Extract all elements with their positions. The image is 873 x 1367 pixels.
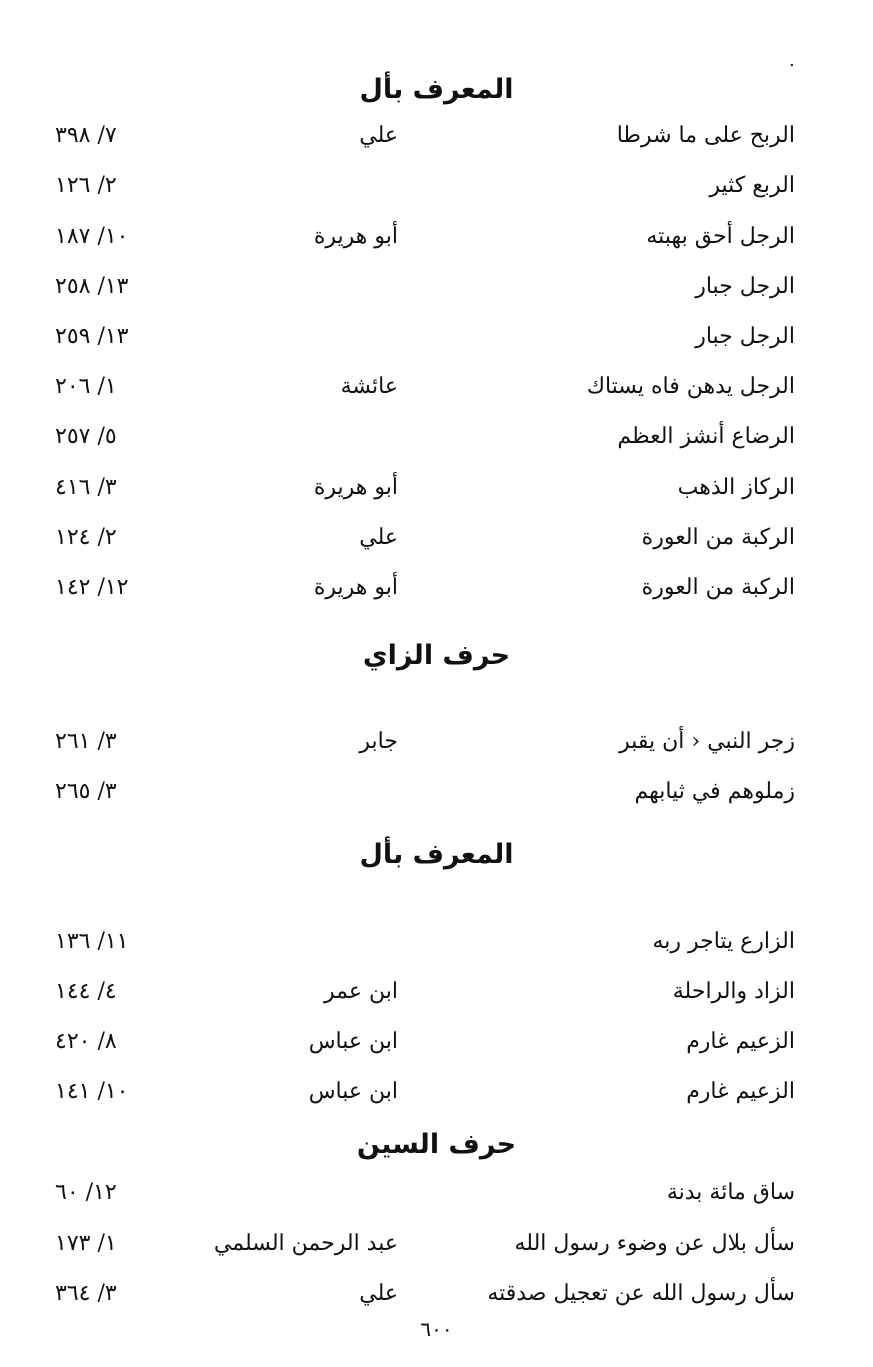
index-row bbox=[0, 1224, 873, 1264]
volume-page-ref: ٣/ ٢٦٥ bbox=[55, 779, 117, 804]
index-row bbox=[0, 1022, 873, 1062]
volume-page-ref: ٥/ ٢٥٧ bbox=[55, 424, 117, 449]
index-row bbox=[0, 417, 873, 457]
hadith-text: الزعيم غارم bbox=[686, 1079, 795, 1104]
narrator-name: جابر bbox=[359, 729, 398, 754]
narrator-name: أبو هريرة bbox=[313, 575, 398, 600]
index-row bbox=[0, 972, 873, 1012]
narrator-name: عبد الرحمن السلمي bbox=[213, 1231, 398, 1256]
index-row bbox=[0, 1274, 873, 1314]
volume-page-ref: ١٠/ ١٨٧ bbox=[55, 224, 129, 249]
index-row bbox=[0, 1173, 873, 1213]
index-row bbox=[0, 468, 873, 508]
narrator-name: ابن عمر bbox=[324, 979, 398, 1004]
section-heading: حرف السين bbox=[356, 1129, 517, 1160]
hadith-text: ساق مائة بدنة bbox=[666, 1180, 795, 1205]
hadith-text: زملوهم في ثيابهم bbox=[634, 779, 795, 804]
volume-page-ref: ٣/ ٣٦٤ bbox=[55, 1281, 117, 1306]
volume-page-ref: ٣/ ٢٦١ bbox=[55, 729, 117, 754]
volume-page-ref: ١٢/ ٦٠ bbox=[55, 1180, 117, 1205]
volume-page-ref: ٢/ ١٢٦ bbox=[55, 173, 117, 198]
hadith-text: الركاز الذهب bbox=[677, 475, 795, 500]
index-row bbox=[0, 722, 873, 762]
hadith-text: الرجل يدهن فاه يستاك bbox=[586, 374, 795, 399]
volume-page-ref: ١٠/ ١٤١ bbox=[55, 1079, 129, 1104]
hadith-text: الرضاع أنشز العظم bbox=[617, 424, 795, 449]
index-row bbox=[0, 166, 873, 206]
section-heading: المعرف بأل bbox=[359, 74, 514, 105]
narrator-name: علي bbox=[359, 525, 398, 550]
volume-page-ref: ٧/ ٣٩٨ bbox=[55, 123, 117, 148]
hadith-text: زجر النبي ‹ أن يقبر bbox=[619, 729, 795, 754]
hadith-text: الربح على ما شرطا bbox=[616, 123, 795, 148]
index-row bbox=[0, 317, 873, 357]
index-row bbox=[0, 116, 873, 156]
hadith-text: الزعيم غارم bbox=[686, 1029, 795, 1054]
volume-page-ref: ١٢/ ١٤٢ bbox=[55, 575, 129, 600]
volume-page-ref: ٣/ ٤١٦ bbox=[55, 475, 117, 500]
narrator-name: ابن عباس bbox=[308, 1079, 398, 1104]
index-row bbox=[0, 518, 873, 558]
volume-page-ref: ٨/ ٤٢٠ bbox=[55, 1029, 117, 1054]
narrator-name: أبو هريرة bbox=[313, 224, 398, 249]
index-row bbox=[0, 772, 873, 812]
index-row bbox=[0, 568, 873, 608]
volume-page-ref: ٤/ ١٤٤ bbox=[55, 979, 117, 1004]
index-row bbox=[0, 922, 873, 962]
volume-page-ref: ١١/ ١٣٦ bbox=[55, 929, 129, 954]
hadith-text: الركبة من العورة bbox=[641, 525, 795, 550]
volume-page-ref: ١/ ١٧٣ bbox=[55, 1231, 117, 1256]
narrator-name: علي bbox=[359, 123, 398, 148]
hadith-text: الرجل جبار bbox=[695, 324, 795, 349]
index-row bbox=[0, 1072, 873, 1112]
corner-mark: . bbox=[789, 50, 795, 71]
hadith-text: الركبة من العورة bbox=[641, 575, 795, 600]
volume-page-ref: ٢/ ١٢٤ bbox=[55, 525, 117, 550]
narrator-name: أبو هريرة bbox=[313, 475, 398, 500]
hadith-text: الزارع يتاجر ربه bbox=[652, 929, 795, 954]
hadith-text: الرجل أحق بهبته bbox=[646, 224, 795, 249]
index-row bbox=[0, 367, 873, 407]
hadith-text: الرجل جبار bbox=[695, 274, 795, 299]
hadith-text: سأل رسول الله عن تعجيل صدقته bbox=[487, 1281, 795, 1306]
volume-page-ref: ١/ ٢٠٦ bbox=[55, 374, 117, 399]
index-row bbox=[0, 267, 873, 307]
hadith-text: الزاد والراحلة bbox=[672, 979, 795, 1004]
section-heading: المعرف بأل bbox=[359, 839, 514, 870]
narrator-name: علي bbox=[359, 1281, 398, 1306]
volume-page-ref: ١٣/ ٢٥٨ bbox=[55, 274, 129, 299]
hadith-text: سأل بلال عن وضوء رسول الله bbox=[514, 1231, 795, 1256]
index-row bbox=[0, 217, 873, 257]
hadith-text: الربع كثير bbox=[709, 173, 795, 198]
volume-page-ref: ١٣/ ٢٥٩ bbox=[55, 324, 129, 349]
narrator-name: ابن عباس bbox=[308, 1029, 398, 1054]
page-number: ٦٠٠ bbox=[420, 1317, 453, 1341]
section-heading: حرف الزاي bbox=[362, 640, 511, 671]
narrator-name: عائشة bbox=[340, 374, 398, 399]
